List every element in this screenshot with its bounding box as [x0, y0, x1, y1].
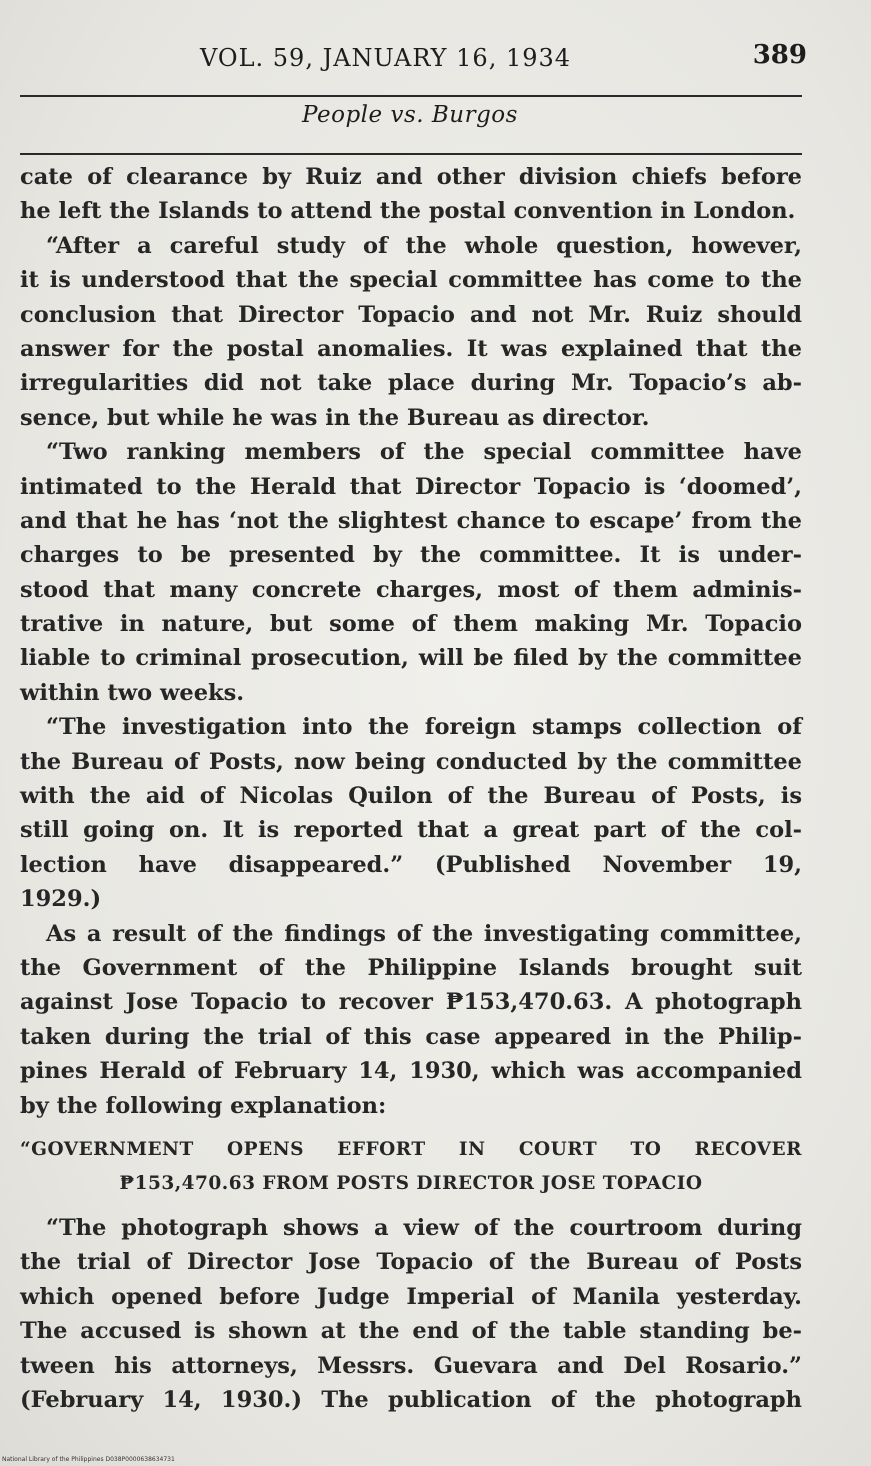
text-line: lection have disappeared.” (Published November 19, — [20, 851, 802, 878]
text-line: answer for the postal anomalies. It was explained that the — [20, 335, 802, 362]
text-line: and that he has ‘not the slightest chance to escape’ from the — [20, 507, 802, 534]
text-line: “After a careful study of the whole question, however, — [46, 232, 802, 259]
text-line: “The photograph shows a view of the courtroom during — [46, 1214, 802, 1241]
body-text — [20, 160, 802, 1417]
text-line: trative in nature, but some of them making Mr. Topacio — [20, 611, 802, 638]
text-line: charges to be presented by the committee. It is under- — [20, 542, 802, 569]
quoted-headline: ₱153,470.63 FROM POSTS DIRECTOR JOSE TOPACIO — [119, 1172, 703, 1194]
text-line: cate of clearance by Ruiz and other division chiefs before — [20, 164, 802, 190]
text-line: “The investigation into the foreign stamps collection of — [46, 714, 802, 741]
text-line: it is understood that the special committee has come to the — [20, 267, 802, 294]
text-line: (February 14, 1930.) The publication of the photograph — [20, 1386, 802, 1413]
text-line: intimated to the Herald that Director Topacio is ‘doomed’, — [20, 473, 802, 500]
header-rule-bottom — [20, 153, 802, 155]
text-line: still going on. It is reported that a great part of the col- — [20, 817, 802, 844]
scan-footer: National Library of the Philippines D038P0000638634731 — [2, 1456, 175, 1463]
text-line: the Government of the Philippine Islands brought suit — [20, 954, 802, 981]
text-line: irregularities did not take place during Mr. Topacio’s ab- — [20, 370, 802, 397]
text-line: pines Herald of February 14, 1930, which was accompanied — [20, 1058, 802, 1085]
text-line: “Two ranking members of the special committee have — [46, 439, 802, 466]
text-line: against Jose Topacio to recover ₱153,470.63. A photograph — [20, 989, 802, 1016]
page-number: 389 — [752, 40, 807, 70]
text-line: sence, but while he was in the Bureau as director. — [20, 404, 650, 431]
text-line: with the aid of Nicolas Quilon of the Bureau of Posts, is — [20, 783, 802, 810]
text-line: 1929.) — [20, 886, 102, 913]
text-line: the trial of Director Jose Topacio of the Bureau of Posts — [20, 1249, 802, 1276]
spacer — [20, 1201, 802, 1211]
text-line: The accused is shown at the end of the table standing be- — [20, 1318, 802, 1345]
text-line: the Bureau of Posts, now being conducted by the committee — [20, 748, 802, 775]
spacer — [20, 1123, 802, 1133]
text-line: liable to criminal prosecution, will be filed by the committee — [20, 645, 802, 672]
case-title: People vs. Burgos — [302, 102, 518, 128]
text-line: he left the Islands to attend the postal convention in London. — [20, 198, 796, 225]
text-line: tween his attorneys, Messrs. Guevara and Del Rosario.” — [20, 1352, 802, 1379]
text-line: As a result of the findings of the investigating committee, — [46, 920, 802, 947]
running-head: VOL. 59, JANUARY 16, 1934 — [200, 44, 572, 72]
header-rule-top — [20, 95, 802, 97]
text-line: taken during the trial of this case appeared in the Philip- — [20, 1023, 802, 1050]
text-line: within two weeks. — [20, 679, 245, 706]
text-line: which opened before Judge Imperial of Manila yesterday. — [20, 1283, 802, 1310]
text-line: stood that many concrete charges, most of them adminis- — [20, 576, 802, 603]
text-line: by the following explanation: — [20, 1092, 387, 1119]
quoted-headline: “GOVERNMENT OPENS EFFORT IN COURT TO RECOVER — [20, 1138, 802, 1160]
text-line: conclusion that Director Topacio and not Mr. Ruiz should — [20, 301, 802, 328]
